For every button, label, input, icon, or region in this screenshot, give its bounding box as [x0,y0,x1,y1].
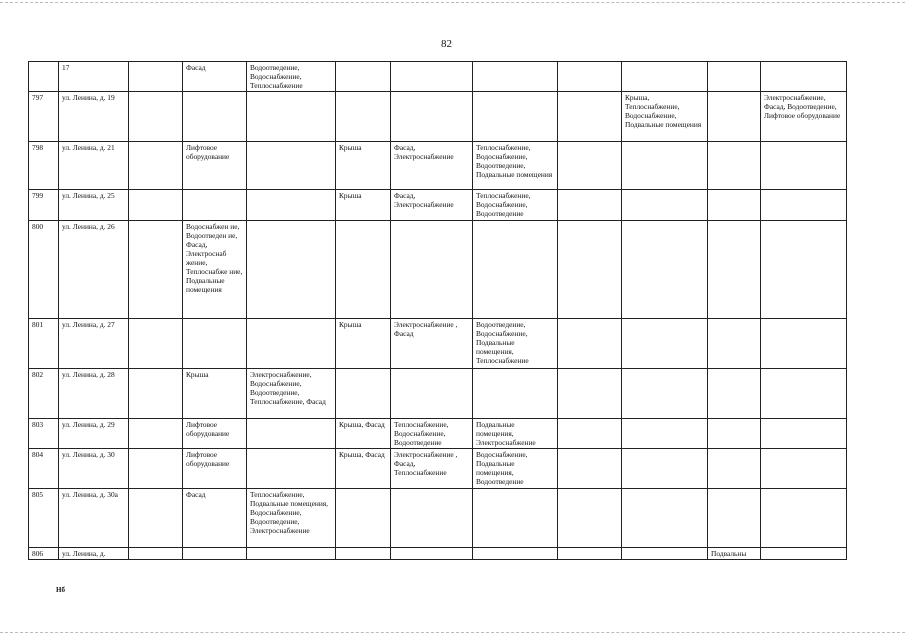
table-cell: Электроснабжение , Фасад [391,319,473,369]
table-cell [558,489,622,548]
table-cell [391,92,473,142]
table-cell [129,221,183,319]
table-cell [247,419,336,449]
table-cell: Крыша [336,319,391,369]
table-cell [558,319,622,369]
scan-edge-bottom [0,632,905,633]
table-cell: Крыша [336,190,391,221]
table-cell [558,419,622,449]
table-cell [129,369,183,419]
table-cell: Электроснабжение, Водоснабжение, Водоотведение, Теплоснабжение, Фасад [247,369,336,419]
table-cell: Крыша [336,142,391,190]
row-number: 803 [29,419,59,449]
table-cell [473,221,558,319]
table-cell: Крыша, Фасад [336,419,391,449]
table-cell [129,548,183,560]
table-cell [558,142,622,190]
table-cell [558,62,622,92]
table-cell [761,449,847,489]
table-cell [129,419,183,449]
table-cell: Водоснабжен ие, Водоотведен ие, Фасад, Электроснаб жение, Теплоснабже ние, Подвальные помещения [183,221,247,319]
table-cell [708,190,761,221]
row-number: 802 [29,369,59,419]
table-cell: Водоотведение, Водоснабжение, Подвальные помещения, Теплоснабжение [473,319,558,369]
table-cell [247,142,336,190]
address-cell: ул. Ленина, д. 30а [59,489,129,548]
table-cell [761,548,847,560]
table-cell [708,221,761,319]
table-cell [129,190,183,221]
table-cell [622,221,708,319]
table-cell [558,190,622,221]
table-cell [708,92,761,142]
table-cell [391,221,473,319]
table-cell [183,92,247,142]
table-row [29,489,847,548]
scan-edge-top [0,2,905,3]
table-cell [129,319,183,369]
table-cell [558,369,622,419]
table-row [29,190,847,221]
table-cell: Крыша [183,369,247,419]
table-cell [129,142,183,190]
table-cell [558,92,622,142]
table-cell [247,319,336,369]
table-cell [708,369,761,419]
table-cell [622,369,708,419]
table-cell [708,142,761,190]
table-cell: Теплоснабжение, Водоснабжение, Водоотведение [391,419,473,449]
row-number: 798 [29,142,59,190]
table-cell [183,319,247,369]
table-cell: Крыша, Фасад [336,449,391,489]
table-cell [247,221,336,319]
table-cell [391,62,473,92]
table-cell: Электроснабжение, Фасад, Водоотведение, Лифтовое оборудование [761,92,847,142]
table-cell [336,548,391,560]
table-cell [622,142,708,190]
footer-code: Нб [56,586,65,594]
table-cell [622,190,708,221]
address-cell: ул. Ленина, д. 19 [59,92,129,142]
table-cell [708,62,761,92]
table-cell: Подвальные помещения, Электроснабжение [473,419,558,449]
table-cell: Водоснабжение, Подвальные помещения, Водоотведение [473,449,558,489]
table-cell [336,489,391,548]
table-cell [473,92,558,142]
table-cell: Крыша, Теплоснабжение, Водоснабжение, Подвальные помещения [622,92,708,142]
row-number: 799 [29,190,59,221]
address-cell: ул. Ленина, д. 27 [59,319,129,369]
table-cell [336,62,391,92]
table-cell [708,449,761,489]
address-cell: 17 [59,62,129,92]
row-number: 804 [29,449,59,489]
address-cell: ул. Ленина, д. 28 [59,369,129,419]
table-cell [761,190,847,221]
address-cell: ул. Ленина, д. 30 [59,449,129,489]
table-cell [247,548,336,560]
table-cell [761,419,847,449]
table-cell [761,369,847,419]
table-cell: Подвальны [708,548,761,560]
table-cell [558,548,622,560]
table-cell [336,221,391,319]
table-cell [622,419,708,449]
table-row [29,142,847,190]
row-number: 806 [29,548,59,560]
table-row [29,548,847,560]
row-number: 797 [29,92,59,142]
address-cell: ул. Ленина, д. 21 [59,142,129,190]
table-cell [761,142,847,190]
table-cell [336,369,391,419]
table-cell: Лифтовое оборудование [183,449,247,489]
row-number: 805 [29,489,59,548]
table-cell [183,548,247,560]
table-cell [247,190,336,221]
address-cell: ул. Ленина, д. 26 [59,221,129,319]
table-cell: Лифтовое оборудование [183,419,247,449]
table-row [29,319,847,369]
table-cell: Фасад [183,62,247,92]
table-cell: Теплоснабжение, Подвальные помещения, Водоснабжение, Водоотведение, Электроснабжение [247,489,336,548]
table-cell [622,319,708,369]
table-cell: Электроснабжение , Фасад, Теплоснабжение [391,449,473,489]
address-cell: ул. Ленина, д. 25 [59,190,129,221]
table-row [29,221,847,319]
table-cell [391,489,473,548]
table-cell [761,62,847,92]
table-cell [336,92,391,142]
row-number: 800 [29,221,59,319]
table-cell [761,319,847,369]
table-cell [558,449,622,489]
address-cell: ул. Ленина, д. 29 [59,419,129,449]
repair-schedule-table [28,61,847,560]
table-cell [622,449,708,489]
table-cell [761,489,847,548]
table-row [29,449,847,489]
table-cell [129,489,183,548]
table-cell: Фасад [183,489,247,548]
table-cell [708,489,761,548]
table-cell [708,319,761,369]
table-cell: Фасад, Электроснабжение [391,142,473,190]
table-cell: Водоотведение, Водоснабжение, Теплоснабжение [247,62,336,92]
table-cell [247,92,336,142]
row-number: 801 [29,319,59,369]
table-cell: Теплоснабжение, Водоснабжение, Водоотведение [473,190,558,221]
table-cell [622,548,708,560]
row-number [29,62,59,92]
table-cell [183,190,247,221]
table-cell [558,221,622,319]
table-cell: Фасад, Электроснабжение [391,190,473,221]
table-cell: Лифтовое оборудование [183,142,247,190]
table-cell [622,62,708,92]
table-cell [391,369,473,419]
table-row [29,92,847,142]
table-cell [129,92,183,142]
table-row [29,369,847,419]
table-cell [473,369,558,419]
table-cell [129,449,183,489]
table-cell [391,548,473,560]
table-cell [129,62,183,92]
table-cell [247,449,336,489]
table-cell: Теплоснабжение, Водоснабжение, Водоотведение, Подвальные помещения [473,142,558,190]
table-row [29,62,847,92]
address-cell: ул. Ленина, д. [59,548,129,560]
page-number: 82 [441,38,452,50]
table-cell [473,489,558,548]
table-cell [708,419,761,449]
table-row [29,419,847,449]
table-cell [473,548,558,560]
table-cell [761,221,847,319]
table-cell [473,62,558,92]
table-cell [622,489,708,548]
